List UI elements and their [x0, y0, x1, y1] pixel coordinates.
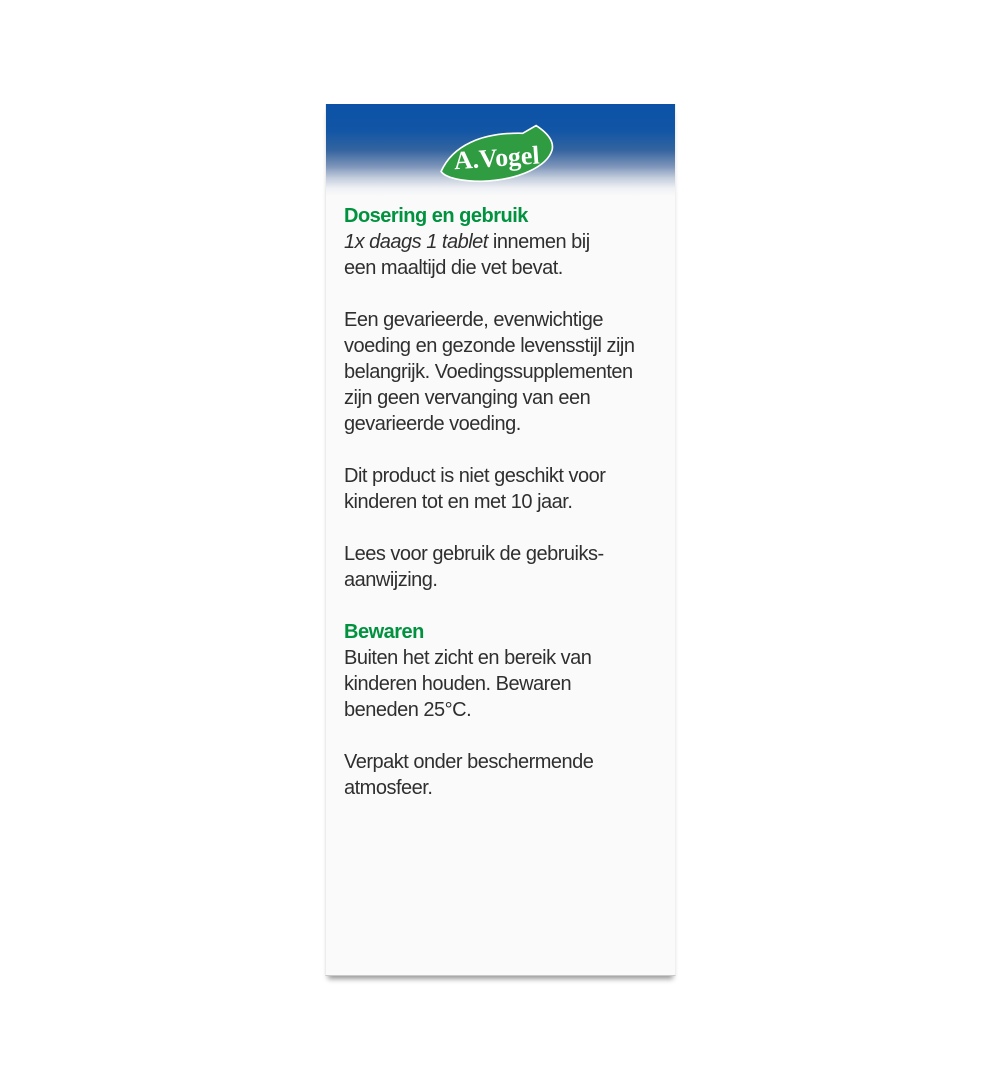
dosage-rest-text: innemen bij: [487, 231, 590, 253]
body-line: voeding en gezonde levensstijl zijn: [344, 335, 635, 357]
body-line: aanwijzing.: [344, 569, 438, 591]
body-line: kinderen houden. Bewaren: [344, 673, 572, 695]
body-line: Buiten het zicht en bereik van: [344, 647, 592, 669]
paragraph-advies: [344, 307, 662, 437]
body-line: atmosfeer.: [344, 777, 433, 799]
section-heading-dosering: Dosering en gebruik: [344, 205, 528, 227]
dosage-italic-text: 1x daags 1 tablet: [344, 231, 488, 253]
body-line: beneden 25°C.: [344, 699, 472, 721]
paragraph-leeftijd: [344, 463, 662, 515]
body-line: belangrijk. Voedingssupplementen: [344, 361, 633, 383]
body-line: een maaltijd die vet bevat.: [344, 257, 563, 279]
body-line: Dit product is niet geschikt voor: [344, 465, 606, 487]
package-header-gradient: [326, 104, 675, 196]
body-line: kinderen tot en met 10 jaar.: [344, 491, 573, 513]
section-dosering: [344, 203, 662, 281]
package-text-content: [344, 203, 662, 801]
paragraph-verpakking: [344, 749, 662, 801]
section-heading-bewaren: Bewaren: [344, 621, 424, 643]
body-line: gevarieerde voeding.: [344, 413, 521, 435]
body-line: Lees voor gebruik de gebruiks-: [344, 543, 604, 565]
package-side-panel: [325, 104, 676, 976]
body-line: Verpakt onder beschermende: [344, 751, 594, 773]
avogel-logo: [438, 123, 564, 189]
section-bewaren: [344, 619, 662, 723]
body-line: zijn geen vervanging van een: [344, 387, 591, 409]
paragraph-gebruiksaanwijzing: [344, 541, 662, 593]
body-line: Een gevarieerde, evenwichtige: [344, 309, 604, 331]
logo-text: A.Vogel: [452, 140, 541, 176]
body-line: [344, 229, 662, 255]
